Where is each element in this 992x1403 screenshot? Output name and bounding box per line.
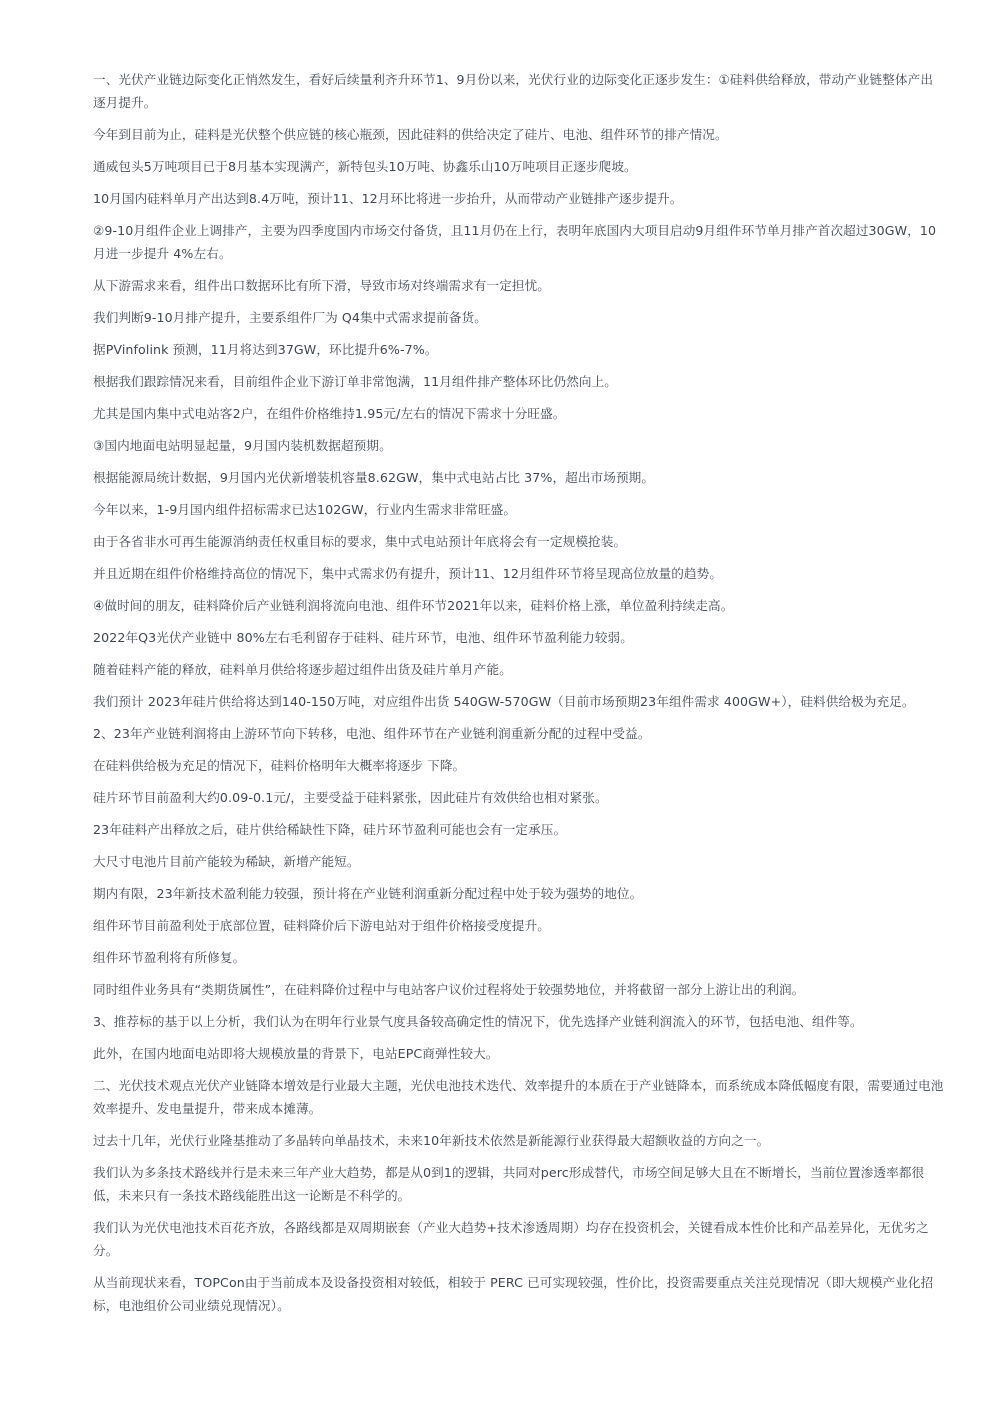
paragraph: 在硅料供给极为充足的情况下，硅料价格明年大概率将逐步 下降。 [93,758,466,773]
paragraph: 期内有限，23年新技术盈利能力较强，预计将在产业链利润重新分配过程中处于较为强势的地位。 [93,886,643,901]
paragraph: 同时组件业务具有“类期货属性”，在硅料降价过程中与电站客户议价过程将处于较强势地位，并将截留一部分上游让出的利润。 [93,982,805,997]
paragraph: 从当前现状来看，TOPCon由于当前成本及设备投资相对较低，相较于 PERC 已可实现较强，性价比，投资需要重点关注兑现情况（即大规模产业化招标，电池组价公司业绩兑现情况）。 [93,1275,934,1313]
paragraph: 根据能源局统计数据，9月国内光伏新增装机容量8.62GW，集中式电站占比 37%，超出市场预期。 [93,470,655,485]
paragraph: 尤其是国内集中式电站客2户，在组件价格维持1.95元/左右的情况下需求十分旺盛。 [93,406,566,421]
paragraph: 大尺寸电池片目前产能较为稀缺，新增产能短。 [93,854,360,869]
paragraph: 由于各省非水可再生能源消纳责任权重目标的要求，集中式电站预计年底将会有一定规模抢装。 [93,534,627,549]
paragraph: 10月国内硅料单月产出达到8.4万吨，预计11、12月环比将进一步抬升，从而带动产业链排产逐步提升。 [93,191,683,206]
paragraph: 我们预计 2023年硅片供给将达到140-150万吨，对应组件出货 540GW-570GW（目前市场预期23年组件需求 400GW+），硅料供给极为充足。 [93,694,915,709]
paragraph: ④做时间的朋友，硅料降价后产业链利润将流向电池、组件环节2021年以来，硅料价格上涨，单位盈利持续走高。 [93,598,734,613]
paragraph: 我们认为光伏电池技术百花齐放，各路线都是双周期嵌套（产业大趋势+技术渗透周期）均存在投资机会，关键看成本性价比和产品差异化，无优劣之分。 [93,1220,929,1258]
paragraph: 今年到目前为止，硅料是光伏整个供应链的核心瓶颈，因此硅料的供给决定了硅片、电池、组件环节的排产情况。 [93,127,728,142]
paragraph: 23年硅料产出释放之后，硅片供给稀缺性下降，硅片环节盈利可能也会有一定承压。 [93,822,567,837]
paragraph: 2022年Q3光伏产业链中 80%左右毛利留存于硅料、硅片环节，电池、组件环节盈利能力较弱。 [93,630,633,645]
paragraph: 根据我们跟踪情况来看，目前组件企业下游订单非常饱满，11月组件排产整体环比仍然向上。 [93,374,617,389]
paragraph: 3、推荐标的基于以上分析，我们认为在明年行业景气度具备较高确定性的情况下，优先选择产业链利润流入的环节，包括电池、组件等。 [93,1014,863,1029]
document-body [93,68,945,1326]
paragraph: 组件环节盈利将有所修复。 [93,950,246,965]
paragraph: 从下游需求来看，组件出口数据环比有所下滑，导致市场对终端需求有一定担忧。 [93,278,550,293]
paragraph: ②9-10月组件企业上调排产，主要为四季度国内市场交付备货，且11月仍在上行，表明年底国内大项目启动9月组件环节单月排产首次超过30GW，10月进一步提升 4%左右。 [93,223,937,261]
paragraph: 过去十几年，光伏行业隆基推动了多晶转向单晶技术，未来10年新技术依然是新能源行业获得最大超额收益的方向之一。 [93,1133,770,1148]
paragraph: 组件环节目前盈利处于底部位置，硅料降价后下游电站对于组件价格接受度提升。 [93,918,550,933]
paragraph: 我们认为多条技术路线并行是未来三年产业大趋势，都是从0到1的逻辑，共同对perc形成替代，市场空间足够大且在不断增长，当前位置渗透率都很低，未来只有一条技术路线能胜出这一论断是不科学的。 [93,1165,925,1203]
paragraph: 据PVinfolink 预测，11月将达到37GW，环比提升6%-7%。 [93,342,438,357]
paragraph: 并且近期在组件价格维持高位的情况下，集中式需求仍有提升，预计11、12月组件环节将呈现高位放量的趋势。 [93,566,723,581]
paragraph: 此外，在国内地面电站即将大规模放量的背景下，电站EPC商弹性较大。 [93,1046,499,1061]
paragraph: 通威包头5万吨项目已于8月基本实现满产，新特包头10万吨、协鑫乐山10万吨项目正逐步爬坡。 [93,159,637,174]
paragraph: 一、光伏产业链边际变化正悄然发生，看好后续量利齐升环节1、9月份以来，光伏行业的边际变化正逐步发生：①硅料供给释放，带动产业链整体产出逐月提升。 [93,72,934,110]
paragraph: 随着硅料产能的释放，硅料单月供给将逐步超过组件出货及硅片单月产能。 [93,662,512,677]
paragraph: 二、光伏技术观点光伏产业链降本增效是行业最大主题，光伏电池技术迭代、效率提升的本质在于产业链降本，而系统成本降低幅度有限，需要通过电池效率提升、发电量提升，带来成本摊薄。 [93,1078,944,1116]
paragraph: 2、23年产业链利润将由上游环节向下转移，电池、组件环节在产业链利润重新分配的过程中受益。 [93,726,651,741]
paragraph: 今年以来，1-9月国内组件招标需求已达102GW，行业内生需求非常旺盛。 [93,502,517,517]
paragraph: ③国内地面电站明显起量，9月国内装机数据超预期。 [93,438,392,453]
paragraph: 我们判断9-10月排产提升，主要系组件厂为 Q4集中式需求提前备货。 [93,310,487,325]
paragraph: 硅片环节目前盈利大约0.09-0.1元/，主要受益于硅料紧张，因此硅片有效供给也相对紧张。 [93,790,608,805]
